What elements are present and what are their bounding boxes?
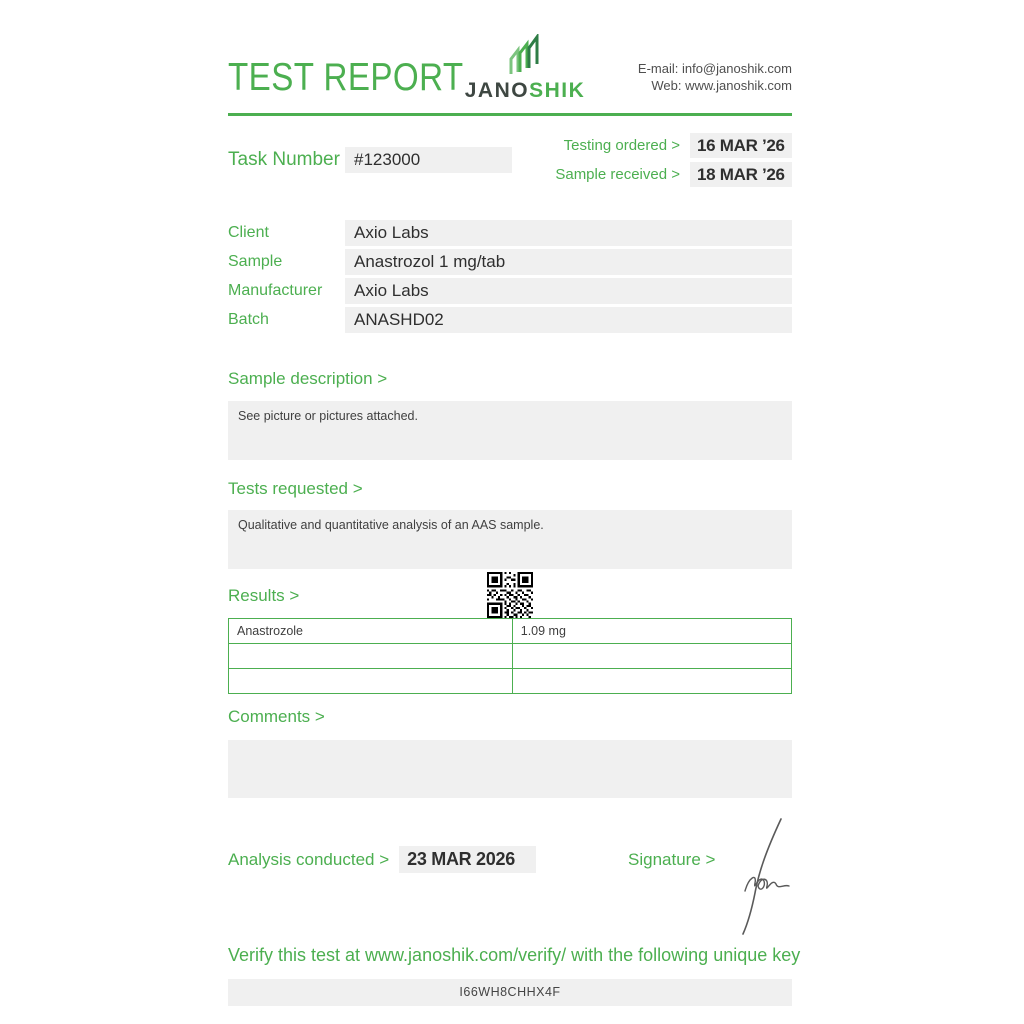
contact-email: E-mail: info@janoshik.com — [637, 61, 792, 76]
results-row-2 — [229, 644, 792, 669]
page-title: TEST REPORT — [228, 56, 464, 99]
results-table — [228, 618, 792, 694]
task-number-label: Task Number — [228, 149, 340, 170]
verify-text: Verify this test at www.janoshik.com/verify/ with the following unique key — [228, 945, 801, 965]
testing-ordered-date: 16 MAR ’26 — [690, 133, 792, 158]
detail-row-sample — [228, 249, 792, 275]
analysis-row — [228, 846, 792, 873]
comments-label: Comments > — [228, 707, 325, 726]
task-number-row — [228, 133, 512, 187]
results-label: Results > — [228, 586, 300, 605]
results-row-3 — [229, 669, 792, 694]
header-divider — [228, 113, 792, 116]
tests-requested-label: Tests requested > — [228, 479, 363, 498]
sample-label: Sample — [228, 253, 283, 270]
janoshik-logo — [460, 34, 590, 103]
logo-text-dark: JANO — [464, 79, 530, 102]
result-substance: Anastrozole — [229, 619, 513, 644]
report-header — [228, 34, 792, 102]
batch-label: Batch — [228, 311, 269, 328]
sample-received-row — [555, 162, 792, 187]
dates-block — [555, 133, 792, 187]
analysis-conducted-label: Analysis conducted > — [228, 849, 390, 869]
unique-key-box: I66WH8CHHX4F — [228, 979, 792, 1006]
logo-text-green: SHIK — [529, 79, 586, 102]
analysis-conducted-date: 23 MAR 2026 — [399, 846, 536, 873]
manufacturer-label: Manufacturer — [228, 282, 323, 299]
details-section — [228, 220, 792, 333]
result-substance — [229, 669, 513, 694]
result-amount: 1.09 mg — [512, 619, 791, 644]
detail-row-client — [228, 220, 792, 246]
signature-image — [715, 815, 795, 942]
janoshik-logo-text — [460, 79, 590, 103]
detail-row-batch — [228, 307, 792, 333]
task-section — [228, 133, 792, 187]
sample-received-date: 18 MAR ’26 — [690, 162, 792, 187]
sample-description-label: Sample description > — [228, 369, 388, 388]
result-substance — [229, 644, 513, 669]
contact-web: Web: www.janoshik.com — [651, 78, 792, 93]
batch-value: ANASHD02 — [345, 307, 792, 333]
testing-ordered-label: Testing ordered > — [563, 137, 680, 154]
client-value: Axio Labs — [345, 220, 792, 246]
sample-description-box: See picture or pictures attached. — [228, 401, 792, 460]
testing-ordered-row — [555, 133, 792, 158]
qr-code — [487, 572, 533, 623]
task-number-value: #123000 — [345, 147, 512, 173]
detail-row-manufacturer — [228, 278, 792, 304]
client-label: Client — [228, 224, 269, 241]
comments-box — [228, 740, 792, 798]
tests-requested-box: Qualitative and quantitative analysis of an AAS sample. — [228, 510, 792, 569]
signature-label: Signature > — [628, 849, 716, 869]
result-amount — [512, 669, 791, 694]
manufacturer-value: Axio Labs — [345, 278, 792, 304]
result-amount — [512, 644, 791, 669]
test-report-page — [228, 0, 801, 1024]
sample-received-label: Sample received > — [555, 166, 680, 183]
contact-info — [638, 60, 792, 94]
janoshik-logo-icon — [502, 63, 548, 80]
sample-value: Anastrozol 1 mg/tab — [345, 249, 792, 275]
